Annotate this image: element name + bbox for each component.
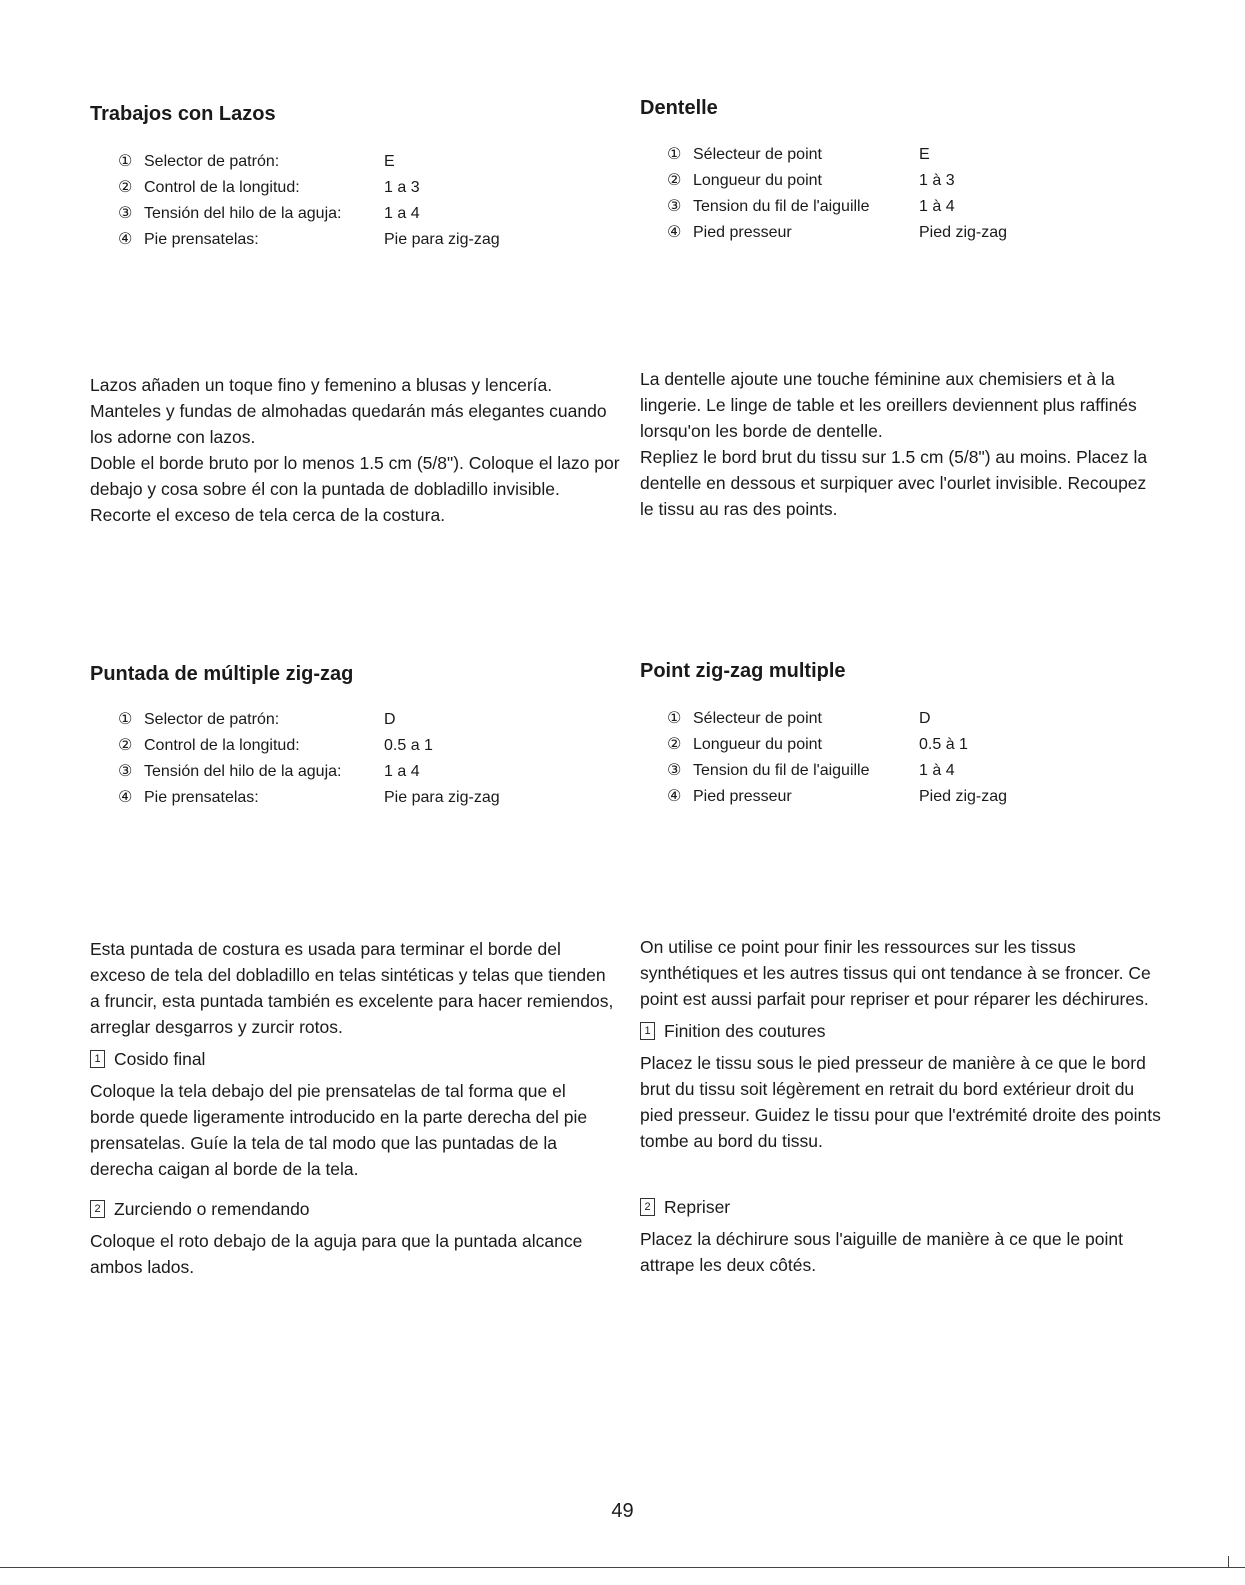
- heading-trabajos-con-lazos: Trabajos con Lazos: [90, 103, 276, 125]
- spec-list-trabajos: [118, 149, 558, 253]
- spec-row: [118, 149, 558, 175]
- spec-value: 1 à 3: [919, 172, 955, 189]
- step-number-box: 1: [90, 1050, 105, 1068]
- circled-number: ③: [118, 205, 133, 222]
- spec-label: Longueur du point: [693, 172, 822, 189]
- spec-row: [667, 758, 1117, 784]
- spec-row: [118, 785, 558, 811]
- subheading-text: Finition des coutures: [664, 1021, 826, 1041]
- subheading-repriser: [640, 1194, 1165, 1220]
- spec-row: [667, 142, 1117, 168]
- spec-label: Control de la longitud:: [144, 179, 300, 196]
- spec-row: [667, 784, 1117, 810]
- spec-row: [667, 168, 1117, 194]
- spec-row: [667, 194, 1117, 220]
- subheading-text: Repriser: [664, 1197, 731, 1217]
- intro-paragraph: Esta puntada de costura es usada para terminar el borde del exceso de tela del dobladillo en telas sintéticas y telas que tienden a fruncir, esta puntada también es excelente para hacer remiendos, arreglar desgarros y zurcir rotos.: [90, 939, 614, 1037]
- bottom-border-line: [0, 1567, 1245, 1568]
- circled-number: ①: [118, 711, 133, 728]
- spec-value: D: [919, 710, 931, 727]
- subheading-finition: [640, 1018, 1165, 1044]
- page-number: 49: [611, 1500, 634, 1522]
- spec-list-dentelle: [667, 142, 1117, 246]
- spec-value: 1 a 4: [384, 763, 420, 780]
- spec-row: [667, 706, 1117, 732]
- spec-label: Sélecteur de point: [693, 710, 822, 727]
- spec-row: [118, 759, 558, 785]
- circled-number: ①: [667, 710, 682, 727]
- spec-label: Tensión del hilo de la aguja:: [144, 205, 342, 222]
- spec-row: [667, 732, 1117, 758]
- step-number-box: 2: [640, 1198, 655, 1216]
- paragraph: Coloque la tela debajo del pie prensatelas de tal forma que el borde quede ligeramente introducido en la parte derecha del pie prensatelas. Guíe la tela de tal modo que las puntadas de la derecha caigan al borde de la tela.: [90, 1081, 588, 1179]
- circled-number: ②: [667, 172, 682, 189]
- spec-row: [118, 733, 558, 759]
- circled-number: ④: [118, 789, 133, 806]
- circled-number: ④: [118, 231, 133, 248]
- spec-value: E: [919, 146, 930, 163]
- subheading-cosido-final: [90, 1046, 615, 1072]
- spec-label: Pie prensatelas:: [144, 789, 259, 806]
- heading-dentelle: Dentelle: [640, 97, 718, 119]
- circled-number: ③: [118, 763, 133, 780]
- paragraph: Placez le tissu sous le pied presseur de manière à ce que le bord brut du tissu soit légèrement en retrait du bord extérieur droit du pied presseur. Guidez le tissu pour que l'extrémité droite des points tombe au bord du tissu.: [640, 1053, 1161, 1151]
- spec-value: 1 a 3: [384, 179, 420, 196]
- spec-label: Selector de patrón:: [144, 711, 280, 728]
- circled-number: ③: [667, 198, 682, 215]
- intro-paragraph: On utilise ce point pour finir les ressources sur les tissus synthétiques et les autres tissus qui ont tendance à se froncer. Ce point est aussi parfait pour repriser et pour réparer les déchirures.: [640, 937, 1151, 1009]
- paragraph: Doble el borde bruto por lo menos 1.5 cm (5/8"). Coloque el lazo por debajo y cosa sobre él con la puntada de dobladillo invisible. Recorte el exceso de tela cerca de la costura.: [90, 453, 620, 525]
- spec-value: Pie para zig-zag: [384, 231, 500, 248]
- body-puntada-multiple: [90, 936, 615, 1280]
- circled-number: ④: [667, 788, 682, 805]
- spec-value: 1 à 4: [919, 762, 955, 779]
- paragraph: Placez la déchirure sous l'aiguille de manière à ce que le point attrape les deux côtés.: [640, 1229, 1123, 1275]
- spec-label: Pie prensatelas:: [144, 231, 259, 248]
- subheading-text: Zurciendo o remendando: [114, 1199, 310, 1219]
- spec-row: [118, 707, 558, 733]
- spec-label: Control de la longitud:: [144, 737, 300, 754]
- spec-label: Longueur du point: [693, 736, 822, 753]
- step-number-box: 2: [90, 1200, 105, 1218]
- subheading-zurciendo: [90, 1196, 615, 1222]
- spec-label: Pied presseur: [693, 788, 792, 805]
- step-number-box: 1: [640, 1022, 655, 1040]
- spec-row: [118, 227, 558, 253]
- spec-value: Pie para zig-zag: [384, 789, 500, 806]
- spec-value: 0.5 a 1: [384, 737, 433, 754]
- spec-value: Pied zig-zag: [919, 788, 1008, 805]
- paragraph: Coloque el roto debajo de la aguja para que la puntada alcance ambos lados.: [90, 1231, 583, 1277]
- heading-puntada-multiple-zigzag: Puntada de múltiple zig-zag: [90, 663, 354, 685]
- heading-point-zigzag-multiple: Point zig-zag multiple: [640, 660, 846, 682]
- circled-number: ①: [118, 153, 133, 170]
- spec-label: Sélecteur de point: [693, 146, 822, 163]
- paragraph: La dentelle ajoute une touche féminine aux chemisiers et à la lingerie. Le linge de table et les oreillers deviennent plus raffinés lorsqu'on les borde de dentelle.: [640, 369, 1137, 441]
- spec-value: D: [384, 711, 396, 728]
- spec-row: [667, 220, 1117, 246]
- spec-value: 1 a 4: [384, 205, 420, 222]
- corner-tick-mark: [1228, 1556, 1229, 1567]
- spec-label: Selector de patrón:: [144, 153, 280, 170]
- circled-number: ②: [667, 736, 682, 753]
- spec-value: 0.5 à 1: [919, 736, 968, 753]
- spec-label: Pied presseur: [693, 224, 792, 241]
- circled-number: ②: [118, 737, 133, 754]
- spec-value: E: [384, 153, 395, 170]
- spec-list-point-multiple: [667, 706, 1117, 810]
- paragraph: Repliez le bord brut du tissu sur 1.5 cm (5/8") au moins. Placez la dentelle en dessous et surpiquer avec l'ourlet invisible. Recoupez le tissu au ras des points.: [640, 447, 1148, 519]
- paragraph: Lazos añaden un toque fino y femenino a blusas y lencería. Manteles y fundas de almohadas quedarán más elegantes cuando los adorne con lazos.: [90, 375, 607, 447]
- circled-number: ②: [118, 179, 133, 196]
- circled-number: ④: [667, 224, 682, 241]
- spec-label: Tensión del hilo de la aguja:: [144, 763, 342, 780]
- subheading-text: Cosido final: [114, 1049, 206, 1069]
- body-trabajos: [90, 372, 620, 528]
- spec-value: 1 à 4: [919, 198, 955, 215]
- circled-number: ③: [667, 762, 682, 779]
- spec-list-puntada-multiple: [118, 707, 558, 811]
- body-point-multiple: [640, 934, 1165, 1278]
- spec-label: Tension du fil de l'aiguille: [693, 198, 870, 215]
- spec-label: Tension du fil de l'aiguille: [693, 762, 870, 779]
- body-dentelle: [640, 366, 1160, 522]
- circled-number: ①: [667, 146, 682, 163]
- spec-row: [118, 201, 558, 227]
- spec-row: [118, 175, 558, 201]
- spec-value: Pied zig-zag: [919, 224, 1008, 241]
